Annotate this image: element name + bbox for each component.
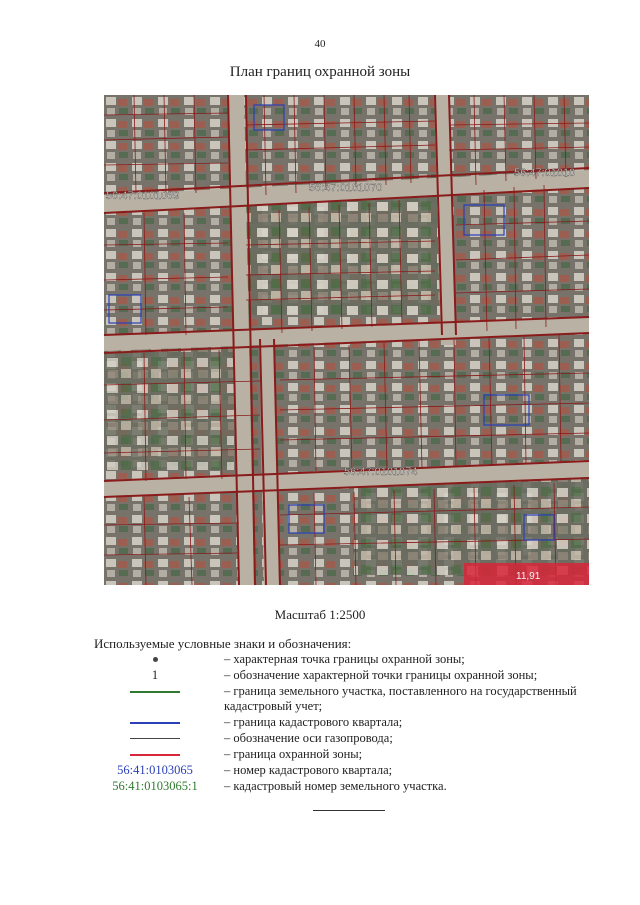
map-imagery-block: [244, 195, 444, 315]
legend-text: – граница охранной зоны;: [224, 747, 363, 761]
legend-item: [94, 668, 614, 683]
legend-heading: Используемые условные знаки и обозначения:: [94, 636, 352, 651]
point-number-sample: 1: [151, 668, 159, 682]
map-canvas: [104, 95, 589, 585]
map-title: План границ охранной зоны: [229, 64, 411, 80]
blue-line-swatch: [130, 722, 180, 724]
legend-text: – характерная точка границы охранной зоны;: [224, 652, 465, 666]
satellite-map[interactable]: [104, 95, 589, 585]
gray-line-swatch: [130, 738, 180, 739]
page-number: 40: [314, 38, 326, 50]
legend-text: – обозначение оси газопровода;: [224, 731, 393, 745]
legend-item: [94, 731, 614, 746]
quarter-label-0101074: 56:47:0101074: [344, 466, 418, 478]
legend-text: – граница земельного участка, поставленного на государственный кадастровый учет;: [224, 684, 577, 713]
bottom-rule: [313, 810, 385, 811]
legend-item: [94, 747, 614, 762]
legend-text: – обозначение характерной точки границы охранной зоны;: [224, 668, 538, 682]
legend-item: [94, 715, 614, 730]
legend-text: – номер кадастрового квартала;: [224, 763, 393, 777]
green-line-swatch: [130, 691, 180, 693]
quarter-label-0101069: 56:47:0101069: [106, 190, 180, 202]
road-label: 11,91: [516, 571, 541, 582]
map-scale: Масштаб 1:2500: [274, 607, 366, 622]
plot-number-sample: 56:41:0103065:1: [112, 779, 198, 793]
legend-item: [94, 763, 614, 778]
legend: [94, 652, 614, 795]
quarter-label-01010: 56:47:01010: [514, 167, 576, 179]
legend-text: – граница кадастрового квартала;: [224, 715, 403, 729]
quarter-label-0101070: 56:47:0101070: [309, 182, 383, 194]
legend-item: [94, 652, 614, 667]
quarter-number-sample: 56:41:0103065: [117, 763, 193, 777]
legend-item: [94, 684, 614, 714]
legend-text: – кадастровый номер земельного участка.: [224, 779, 447, 793]
red-line-swatch: [130, 754, 180, 756]
boundary-point-dot: [153, 657, 158, 662]
legend-item: [94, 779, 614, 794]
